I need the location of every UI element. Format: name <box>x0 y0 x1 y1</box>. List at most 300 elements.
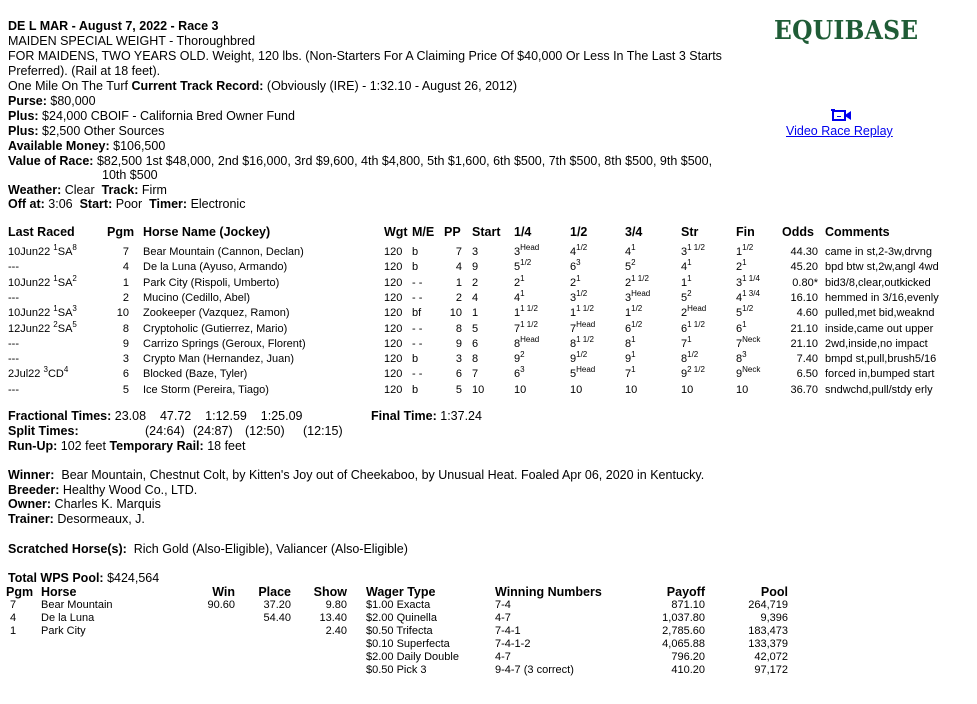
position: 5 <box>514 261 521 274</box>
cell-me: - - <box>412 337 423 350</box>
plus1-label: Plus: <box>8 109 39 123</box>
lengths: 1 1/2 <box>687 319 705 329</box>
lengths: 3 <box>742 350 747 360</box>
rail-label: Temporary Rail: <box>109 439 204 453</box>
cell-q3 <box>625 384 637 396</box>
plus2-value: $2,500 Other Sources <box>42 124 165 138</box>
wager-cell-payoff: 871.10 <box>671 599 705 611</box>
wps-cell-horse: Bear Mountain <box>41 599 113 611</box>
cell-last <box>8 304 77 320</box>
cell-pgm: 1 <box>122 276 129 289</box>
cell-str <box>681 334 692 350</box>
lengths: Neck <box>742 334 761 344</box>
wps-col-win: Win <box>212 585 235 599</box>
lengths: 1 1/2 <box>520 304 538 314</box>
final-label: Final Time: <box>371 409 437 423</box>
position: 5 <box>681 291 688 304</box>
cell-wgt: 120 <box>384 261 403 274</box>
position: 5 <box>736 307 743 320</box>
cell-me: - - <box>412 291 423 304</box>
last-raced-date: 2Jul22 <box>8 368 41 381</box>
cell-horse: Park City (Rispoli, Umberto) <box>143 276 280 289</box>
col-q1: 1/4 <box>514 225 532 239</box>
col-comments: Comments <box>825 225 890 239</box>
cell-pp: 1 <box>455 276 462 289</box>
cell-pgm: 8 <box>122 322 129 335</box>
wps-cell-horse: De la Luna <box>41 612 95 624</box>
lengths: 1 1/2 <box>631 273 649 283</box>
lengths: 1 1/4 <box>742 273 760 283</box>
cell-pgm: 4 <box>122 261 129 274</box>
cell-comment: pulled,met bid,weaknd <box>825 307 935 320</box>
lengths: 1 1/2 <box>576 334 594 344</box>
cell-comment: sndwchd,pull/stdy erly <box>825 383 933 396</box>
cell-str <box>681 243 705 258</box>
cell-pgm: 9 <box>122 337 129 350</box>
wager-cell-numbers: 7-4-1 <box>495 625 521 637</box>
col-q2: 1/2 <box>570 225 588 239</box>
cell-wgt: 120 <box>384 291 403 304</box>
cell-str <box>681 304 707 320</box>
lengths: 1/2 <box>520 258 532 268</box>
cell-q1 <box>514 384 526 396</box>
col-odds: Odds <box>782 225 814 239</box>
cell-fin <box>736 334 761 350</box>
cell-q1 <box>514 243 540 258</box>
runup-rail <box>8 439 245 454</box>
wps-cell-show: 9.80 <box>325 599 347 611</box>
wager-col-type: Wager Type <box>366 585 436 599</box>
table-row <box>0 334 977 353</box>
fractional-2: 47.72 <box>159 409 192 423</box>
cell-fin <box>736 258 747 274</box>
cell-horse: Blocked (Baze, Tyler) <box>143 368 248 381</box>
wps-col-place: Place <box>258 585 291 599</box>
col-last-raced: Last Raced <box>8 225 75 239</box>
lengths: Head <box>520 334 540 344</box>
available-label: Available Money: <box>8 139 110 153</box>
position: 7 <box>625 368 632 381</box>
cell-last <box>8 365 69 381</box>
wager-cell-pool: 183,473 <box>748 625 788 637</box>
value-line1: $82,500 1st $48,000, 2nd $16,000, 3rd $9,600, 4th $4,800, 5th $1,600, 6th $500, 7th $500, 8th $500, 9th $500, <box>96 154 713 168</box>
trainer-label: Trainer: <box>8 512 54 526</box>
breeder-label: Breeder: <box>8 483 60 497</box>
timer-value: Electronic <box>190 197 246 211</box>
race-conditions-line2: Preferred). (Rail at 18 feet). <box>8 64 161 78</box>
lengths: 1/2 <box>631 304 643 314</box>
fractional-3: 1:12.59 <box>205 409 247 423</box>
lengths: 1 1/2 <box>687 243 705 252</box>
cell-fin <box>736 273 760 289</box>
timer-label: Timer: <box>149 197 188 211</box>
col-pgm: Pgm <box>107 225 135 239</box>
table-row <box>0 319 977 338</box>
owner <box>8 497 161 512</box>
table-row <box>0 350 977 368</box>
table-row <box>0 365 977 383</box>
cell-pgm: 3 <box>122 353 129 366</box>
col-pp: PP <box>444 225 461 239</box>
cell-pgm: 2 <box>122 291 129 304</box>
position: 1 <box>681 276 688 289</box>
cell-q2 <box>570 304 594 320</box>
cell-str <box>681 273 692 289</box>
wager-cell-type: $2.00 Daily Double <box>366 651 459 663</box>
cell-odds: 21.10 <box>790 322 818 335</box>
cell-q1 <box>514 365 525 381</box>
breeder-value: Healthy Wood Co., LTD. <box>62 483 198 497</box>
wager-cell-pool: 9,396 <box>760 612 788 624</box>
position: 7 <box>514 322 521 335</box>
cell-last <box>8 319 77 335</box>
cell-fin <box>736 350 747 366</box>
last-race-number: 1 <box>53 304 58 314</box>
cell-horse: Carrizo Springs (Geroux, Florent) <box>143 337 306 350</box>
weather-track <box>8 183 167 198</box>
last-track: CD <box>47 368 64 381</box>
last-raced-date: 10Jun22 <box>8 276 51 289</box>
col-str: Str <box>681 225 699 239</box>
cell-pp: 5 <box>455 383 462 396</box>
lengths: 3 <box>576 258 581 268</box>
cell-comment: inside,came out upper <box>825 322 934 335</box>
position: 1 <box>570 307 577 320</box>
lengths: Head <box>687 304 707 314</box>
cell-wgt: 120 <box>384 276 403 289</box>
cell-start: 8 <box>472 353 479 366</box>
cell-wgt: 120 <box>384 383 403 396</box>
video-race-replay-link[interactable]: Video Race Replay <box>786 124 893 138</box>
wager-cell-type: $0.10 Superfecta <box>366 638 450 650</box>
cell-last: --- <box>8 291 19 304</box>
cell-start: 10 <box>472 383 485 396</box>
distance: One Mile On The Turf <box>8 79 128 93</box>
table-row <box>0 384 977 399</box>
col-fin: Fin <box>736 225 755 239</box>
cell-last: --- <box>8 353 19 366</box>
last-track: SA <box>57 246 73 258</box>
wager-col-numbers: Winning Numbers <box>495 585 602 599</box>
cell-q2 <box>570 288 588 304</box>
wps-pool-label: Total WPS Pool: <box>8 571 104 585</box>
last-track: SA <box>57 276 73 289</box>
fractional-times <box>8 409 302 424</box>
cell-q3 <box>625 273 649 289</box>
last-race-number: 2 <box>53 319 58 329</box>
lengths: 2 <box>520 350 525 360</box>
wps-pool-value: $424,564 <box>107 571 160 585</box>
position: 4 <box>570 246 577 258</box>
cell-odds: 45.20 <box>790 261 818 274</box>
cell-horse: Zookeeper (Vazquez, Ramon) <box>143 307 290 320</box>
race-conditions-line1: FOR MAIDENS, TWO YEARS OLD. Weight, 120 lbs. (Non-Starters For A Claiming Price Of $40,000 Or Less In The Last 3 Starts <box>8 49 722 63</box>
cell-q1 <box>514 350 525 366</box>
winner-label: Winner: <box>8 468 55 482</box>
cell-start: 1 <box>472 307 479 320</box>
cell-q1 <box>514 273 525 289</box>
cell-comment: forced in,bumped start <box>825 368 935 381</box>
start-value: Poor <box>115 197 143 211</box>
cell-pp: 8 <box>455 322 462 335</box>
fractional-1: 23.08 <box>114 409 147 423</box>
lengths: 1 1/2 <box>576 304 594 314</box>
lengths: Head <box>576 365 596 375</box>
cell-pgm: 6 <box>122 368 129 381</box>
position: 2 <box>514 276 521 289</box>
cell-me: b <box>412 383 419 396</box>
lengths: 1 <box>520 273 525 283</box>
position: 6 <box>570 261 577 274</box>
track-record-label: Current Track Record: <box>131 79 264 93</box>
cell-q2 <box>570 273 581 289</box>
lengths: 1 <box>742 258 747 268</box>
split-1: (24:64) <box>145 424 185 438</box>
cell-q3 <box>625 319 643 335</box>
cell-odds: 7.40 <box>796 353 818 366</box>
cell-wgt: 120 <box>384 337 403 350</box>
breeder <box>8 483 197 498</box>
lengths: 1 <box>631 334 636 344</box>
position: 2 <box>681 307 688 320</box>
wager-cell-type: $0.50 Trifecta <box>366 625 433 637</box>
owner-value: Charles K. Marquis <box>54 497 161 511</box>
position: 10 <box>514 383 527 396</box>
cell-comment: bpd btw st,2w,angl 4wd <box>825 261 939 274</box>
col-wgt: Wgt <box>384 225 408 239</box>
position: 10 <box>736 383 749 396</box>
value-label: Value of Race: <box>8 154 94 168</box>
split-label: Split Times: <box>8 424 79 438</box>
cell-pp: 2 <box>455 291 462 304</box>
lengths: 1/2 <box>742 243 754 252</box>
position: 9 <box>570 353 577 366</box>
cell-odds: 4.60 <box>796 307 818 320</box>
lengths: 1/2 <box>576 243 588 252</box>
lengths: 1 <box>631 365 636 375</box>
cell-q3 <box>625 258 636 274</box>
wager-cell-payoff: 796.20 <box>671 651 705 663</box>
lengths: Head <box>520 243 540 252</box>
wager-cell-numbers: 7-4 <box>495 599 511 611</box>
cell-last <box>8 243 77 258</box>
lengths: 1 <box>687 258 692 268</box>
position: 9 <box>681 368 688 381</box>
weather-value: Clear <box>64 183 95 197</box>
wager-cell-type: $2.00 Quinella <box>366 612 437 624</box>
plus-other <box>8 124 164 139</box>
fractional-label: Fractional Times: <box>8 409 112 423</box>
cell-q1 <box>514 319 538 335</box>
cell-wgt: 120 <box>384 368 403 381</box>
wps-cell-show: 13.40 <box>319 612 347 624</box>
cell-wgt: 120 <box>384 246 403 258</box>
position: 4 <box>625 246 632 258</box>
scratched-value: Rich Gold (Also-Eligible), Valiancer (Also-Eligible) <box>133 542 408 556</box>
cell-odds: 36.70 <box>790 383 818 396</box>
last-raced-date: 12Jun22 <box>8 322 51 335</box>
wps-col-show: Show <box>313 585 347 599</box>
weather-label: Weather: <box>8 183 62 197</box>
cell-q1 <box>514 288 525 304</box>
cell-horse: Mucino (Cedillo, Abel) <box>143 291 250 304</box>
cell-fin <box>736 319 747 335</box>
position: 8 <box>570 337 577 350</box>
track-value: Firm <box>141 183 167 197</box>
cell-q2 <box>570 350 588 366</box>
position: 5 <box>625 261 632 274</box>
wager-cell-type: $1.00 Exacta <box>366 599 431 611</box>
offat-value: 3:06 <box>48 197 73 211</box>
cell-q2 <box>570 384 582 396</box>
lengths: 1/2 <box>631 319 643 329</box>
wps-cell-horse: Park City <box>41 625 86 637</box>
wager-cell-pool: 264,719 <box>748 599 788 611</box>
purse-value: $80,000 <box>50 94 96 108</box>
cell-pp: 4 <box>455 261 462 274</box>
lengths: 1/2 <box>576 350 588 360</box>
trainer <box>8 512 145 527</box>
wps-cell-show: 2.40 <box>325 625 347 637</box>
position: 8 <box>625 337 632 350</box>
cell-str <box>681 258 692 274</box>
lengths: 1 <box>687 334 692 344</box>
position: 10 <box>625 383 638 396</box>
position: 3 <box>681 246 688 258</box>
fractional-4: 1:25.09 <box>260 409 303 423</box>
start-label: Start: <box>79 197 113 211</box>
cell-me: - - <box>412 322 423 335</box>
cell-str <box>681 288 692 304</box>
purse <box>8 94 96 109</box>
position: 6 <box>625 322 632 335</box>
video-camera-icon[interactable] <box>830 109 852 121</box>
position: 1 <box>736 246 743 258</box>
wps-col-pgm: Pgm <box>6 585 34 599</box>
cell-comment: came in st,2-3w,drvng <box>825 246 932 258</box>
cell-str <box>681 350 699 366</box>
cell-q2 <box>570 258 581 274</box>
position: 9 <box>736 368 743 381</box>
last-finish: 3 <box>72 304 77 314</box>
cell-horse: Cryptoholic (Gutierrez, Mario) <box>143 322 288 335</box>
winner-info <box>8 468 704 483</box>
position: 8 <box>681 353 688 366</box>
cell-horse: Bear Mountain (Cannon, Declan) <box>143 246 304 258</box>
scratched-label: Scratched Horse(s): <box>8 542 127 556</box>
table-row <box>0 243 977 261</box>
purse-label: Purse: <box>8 94 47 108</box>
rail-value: 18 feet <box>207 439 246 453</box>
cell-str <box>681 365 705 381</box>
cell-odds: 6.50 <box>796 368 818 381</box>
wager-cell-pool: 42,072 <box>754 651 788 663</box>
last-finish: 5 <box>72 319 77 329</box>
cell-odds: 21.10 <box>790 337 818 350</box>
cell-odds: 16.10 <box>790 291 818 304</box>
cell-pp: 3 <box>455 353 462 366</box>
table-row <box>0 288 977 307</box>
wps-cell-pgm: 7 <box>9 599 17 611</box>
cell-me: b <box>412 261 419 274</box>
cell-q3 <box>625 243 636 258</box>
cell-comment: hemmed in 3/16,evenly <box>825 291 939 304</box>
cell-last: --- <box>8 261 19 274</box>
scratched <box>8 542 408 557</box>
value-line2: 10th $500 <box>102 168 158 182</box>
cell-fin <box>736 288 760 304</box>
cell-q3 <box>625 334 636 350</box>
position: 3 <box>570 291 577 304</box>
lengths: 2 <box>687 288 692 298</box>
cell-q2 <box>570 243 588 258</box>
wager-col-payoff: Payoff <box>666 585 705 599</box>
cell-last: --- <box>8 383 19 396</box>
final-time <box>371 409 482 424</box>
offat-label: Off at: <box>8 197 45 211</box>
position: 7 <box>736 337 743 350</box>
position: 9 <box>514 353 521 366</box>
cell-fin <box>736 365 761 381</box>
position: 8 <box>514 337 521 350</box>
cell-comment: 2wd,inside,no impact <box>825 337 928 350</box>
cell-q3 <box>625 350 636 366</box>
lengths: Head <box>631 288 651 298</box>
cell-fin <box>736 304 754 320</box>
col-q3: 3/4 <box>625 225 643 239</box>
cell-pgm: 5 <box>122 383 129 396</box>
position: 6 <box>681 322 688 335</box>
value-of-race <box>8 154 712 169</box>
cell-odds: 0.80* <box>792 276 818 289</box>
last-finish: 8 <box>72 243 77 252</box>
last-race-number: 3 <box>43 365 48 375</box>
lengths: 2 1/2 <box>687 365 705 375</box>
winner-value: Bear Mountain, Chestnut Colt, by Kitten's Joy out of Cheekaboo, by Unusual Heat. Foaled Apr 06, 2020 in Kentucky. <box>61 468 705 482</box>
plus1-value: $24,000 CBOIF - California Bred Owner Fund <box>42 109 295 123</box>
wager-cell-payoff: 1,037.80 <box>662 612 705 624</box>
wager-cell-pool: 97,172 <box>754 664 788 676</box>
col-me: M/E <box>412 225 435 239</box>
wps-cell-place: 54.40 <box>263 612 291 624</box>
wps-cell-place: 37.20 <box>263 599 291 611</box>
position: 2 <box>570 276 577 289</box>
cell-start: 3 <box>472 246 479 258</box>
position: 3 <box>625 291 632 304</box>
cell-fin <box>736 243 754 258</box>
cell-horse: Ice Storm (Pereira, Tiago) <box>143 383 269 396</box>
distance-track-record <box>8 79 517 94</box>
cell-q2 <box>570 365 596 381</box>
plus2-label: Plus: <box>8 124 39 138</box>
position: 6 <box>514 368 521 381</box>
cell-q3 <box>625 304 643 320</box>
cell-wgt: 120 <box>384 307 403 320</box>
position: 6 <box>736 322 743 335</box>
wager-cell-numbers: 4-7 <box>495 612 511 624</box>
position: 10 <box>681 383 694 396</box>
cell-pp: 6 <box>455 368 462 381</box>
cell-comment: bmpd st,pull,brush5/16 <box>825 353 937 366</box>
cell-pgm: 7 <box>122 246 129 258</box>
cell-pp: 9 <box>455 337 462 350</box>
lengths: 1 <box>520 288 525 298</box>
cell-pp: 7 <box>455 246 462 258</box>
cell-start: 7 <box>472 368 479 381</box>
cell-me: - - <box>412 368 423 381</box>
last-raced-date: 10Jun22 <box>8 246 51 258</box>
plus-cboif <box>8 109 295 124</box>
